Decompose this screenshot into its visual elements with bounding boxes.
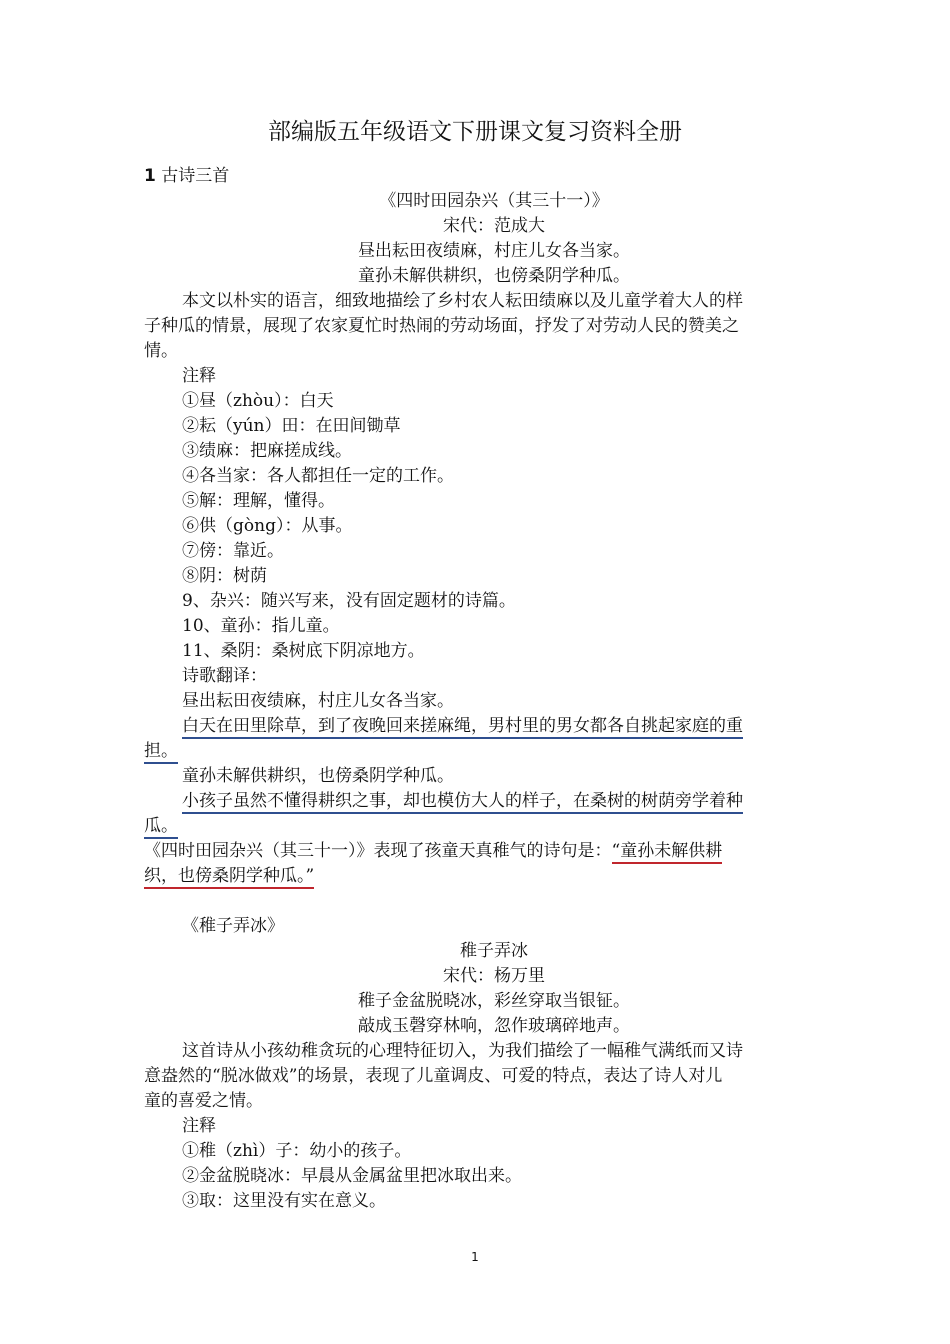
- translation-underlined: 瓜。: [144, 816, 178, 839]
- section-heading: [144, 164, 812, 189]
- translation-text: [182, 714, 812, 739]
- poem-title: 稚子弄冰: [460, 941, 528, 961]
- summary-line: 这首诗从小孩幼稚贪玩的心理特征切入，为我们描绘了一幅稚气满纸而又诗: [182, 1041, 743, 1061]
- page-title: 部编版五年级语文下册课文复习资料全册: [268, 119, 682, 145]
- note-item: 9、杂兴：随兴写来，没有固定题材的诗篇。: [182, 591, 516, 611]
- note-item: ⑧阴：树荫: [182, 566, 267, 586]
- poem-line: 昼出耘田夜绩麻，村庄儿女各当家。: [358, 241, 630, 261]
- note-item: ②耘（yún）田：在田间锄草: [182, 416, 401, 436]
- question-line: [144, 839, 812, 864]
- answer-underlined: 织，也傍桑阴学种瓜。”: [144, 866, 314, 889]
- notes-label: 注释: [182, 1116, 216, 1136]
- note-item: 10、童孙：指儿童。: [182, 616, 340, 636]
- note-item: ①稚（zhì）子：幼小的孩子。: [182, 1141, 412, 1161]
- translation-label: 诗歌翻译：: [182, 666, 267, 686]
- summary-line: 本文以朴实的语言，细致地描绘了乡村农人耘田绩麻以及儿童学着大人的样: [182, 291, 743, 311]
- note-item: ③绩麻：把麻搓成线。: [182, 441, 352, 461]
- translation-underlined: 担。: [144, 741, 178, 764]
- poem-line: 昼出耘田夜绩麻，村庄儿女各当家。: [182, 691, 454, 711]
- poem-author: 宋代：杨万里: [443, 966, 545, 986]
- summary-line: 意盎然的“脱冰做戏”的场景，表现了儿童调皮、可爱的特点，表达了诗人对儿: [144, 1066, 723, 1086]
- note-item: ⑦傍：靠近。: [182, 541, 284, 561]
- page-number: 1: [471, 1250, 479, 1264]
- section-number: 1: [144, 166, 156, 186]
- poem-line: 童孙未解供耕织，也傍桑阴学种瓜。: [358, 266, 630, 286]
- translation-text: [144, 814, 812, 839]
- note-item: ④各当家：各人都担任一定的工作。: [182, 466, 454, 486]
- poem-line: 童孙未解供耕织，也傍桑阴学种瓜。: [182, 766, 454, 786]
- note-item: ①昼（zhòu）：白天: [182, 391, 334, 411]
- poem-title: 《四时田园杂兴（其三十一）》: [379, 191, 609, 211]
- question-text: 《四时田园杂兴（其三十一）》表现了孩童天真稚气的诗句是：: [144, 841, 612, 861]
- translation-text: [182, 789, 812, 814]
- note-item: ⑥供（gòng）：从事。: [182, 516, 353, 536]
- notes-label: 注释: [182, 366, 216, 386]
- note-item: ⑤解：理解，懂得。: [182, 491, 335, 511]
- translation-underlined: 小孩子虽然不懂得耕织之事，却也模仿大人的样子，在桑树的树荫旁学着种: [182, 791, 743, 814]
- summary-line: 童的喜爱之情。: [144, 1091, 263, 1111]
- summary-line: 子种瓜的情景，展现了农家夏忙时热闹的劳动场面，抒发了对劳动人民的赞美之: [144, 316, 739, 336]
- poem-author: 宋代：范成大: [443, 216, 545, 236]
- question-line: [144, 864, 812, 889]
- translation-text: [144, 739, 812, 764]
- poem-line: 稚子金盆脱晓冰，彩丝穿取当银钲。: [358, 991, 630, 1011]
- note-item: ③取：这里没有实在意义。: [182, 1191, 386, 1211]
- answer-underlined: “童孙未解供耕: [612, 841, 723, 864]
- section-title: 古诗三首: [161, 166, 230, 186]
- note-item: 11、桑阴：桑树底下阴凉地方。: [182, 641, 425, 661]
- poem-reference: 《稚子弄冰》: [182, 916, 284, 936]
- summary-line: 情。: [144, 341, 178, 361]
- poem-line: 敲成玉磬穿林响，忽作玻璃碎地声。: [358, 1016, 630, 1036]
- note-item: ②金盆脱晓冰：早晨从金属盆里把冰取出来。: [182, 1166, 522, 1186]
- translation-underlined: 白天在田里除草，到了夜晚回来搓麻绳，男村里的男女都各自挑起家庭的重: [182, 716, 743, 739]
